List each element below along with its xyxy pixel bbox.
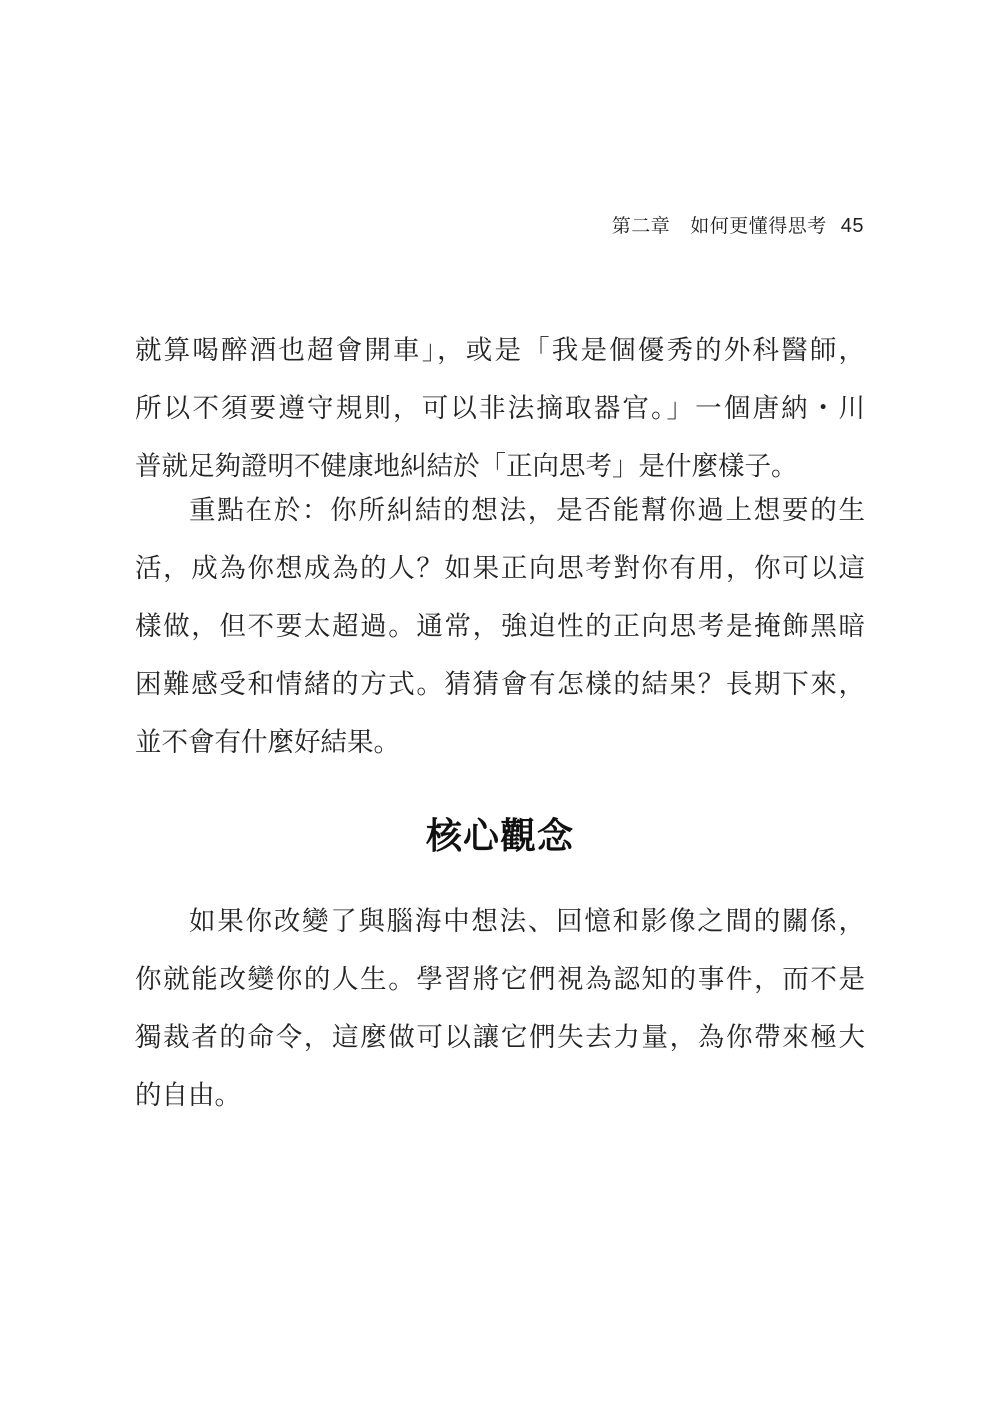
text-line: 獨裁者的命令，這麼做可以讓它們失去力量，為你帶來極大 [135,1022,865,1053]
text-line: 的自由。 [135,1080,241,1111]
paragraph-key-point [135,482,865,772]
text-line: 所以不須要遵守規則，可以非法摘取器官。」一個唐納・川 [135,393,865,424]
text-line: 重點在於：你所糾結的想法，是否能幫你過上想要的生 [189,495,865,526]
text-line: 活，成為你想成為的人？如果正向思考對你有用，你可以這 [135,553,865,584]
text-line: 你就能改變你的人生。學習將它們視為認知的事件，而不是 [135,964,865,995]
text-line: 普就足夠證明不健康地糾結於「正向思考」是什麼樣子。 [135,451,798,482]
text-line: 困難感受和情緒的方式。猜猜會有怎樣的結果？長期下來， [135,669,865,700]
chapter-title: 如何更懂得思考 [690,215,827,237]
running-header [612,214,864,238]
section-heading: 核心觀念 [425,815,574,857]
chapter-label: 第二章 [611,215,671,237]
text-line: 並不會有什麼好結果。 [135,727,400,758]
text-line: 如果你改變了與腦海中想法、回憶和影像之間的關係， [189,906,865,937]
paragraph-continued [135,322,865,496]
page-number: 45 [840,215,864,237]
text-line: 樣做，但不要太超過。通常，強迫性的正向思考是掩飾黑暗 [135,611,865,642]
paragraph-core-concept [135,893,865,1125]
text-line: 就算喝醉酒也超會開車」，或是「我是個優秀的外科醫師， [135,335,865,366]
